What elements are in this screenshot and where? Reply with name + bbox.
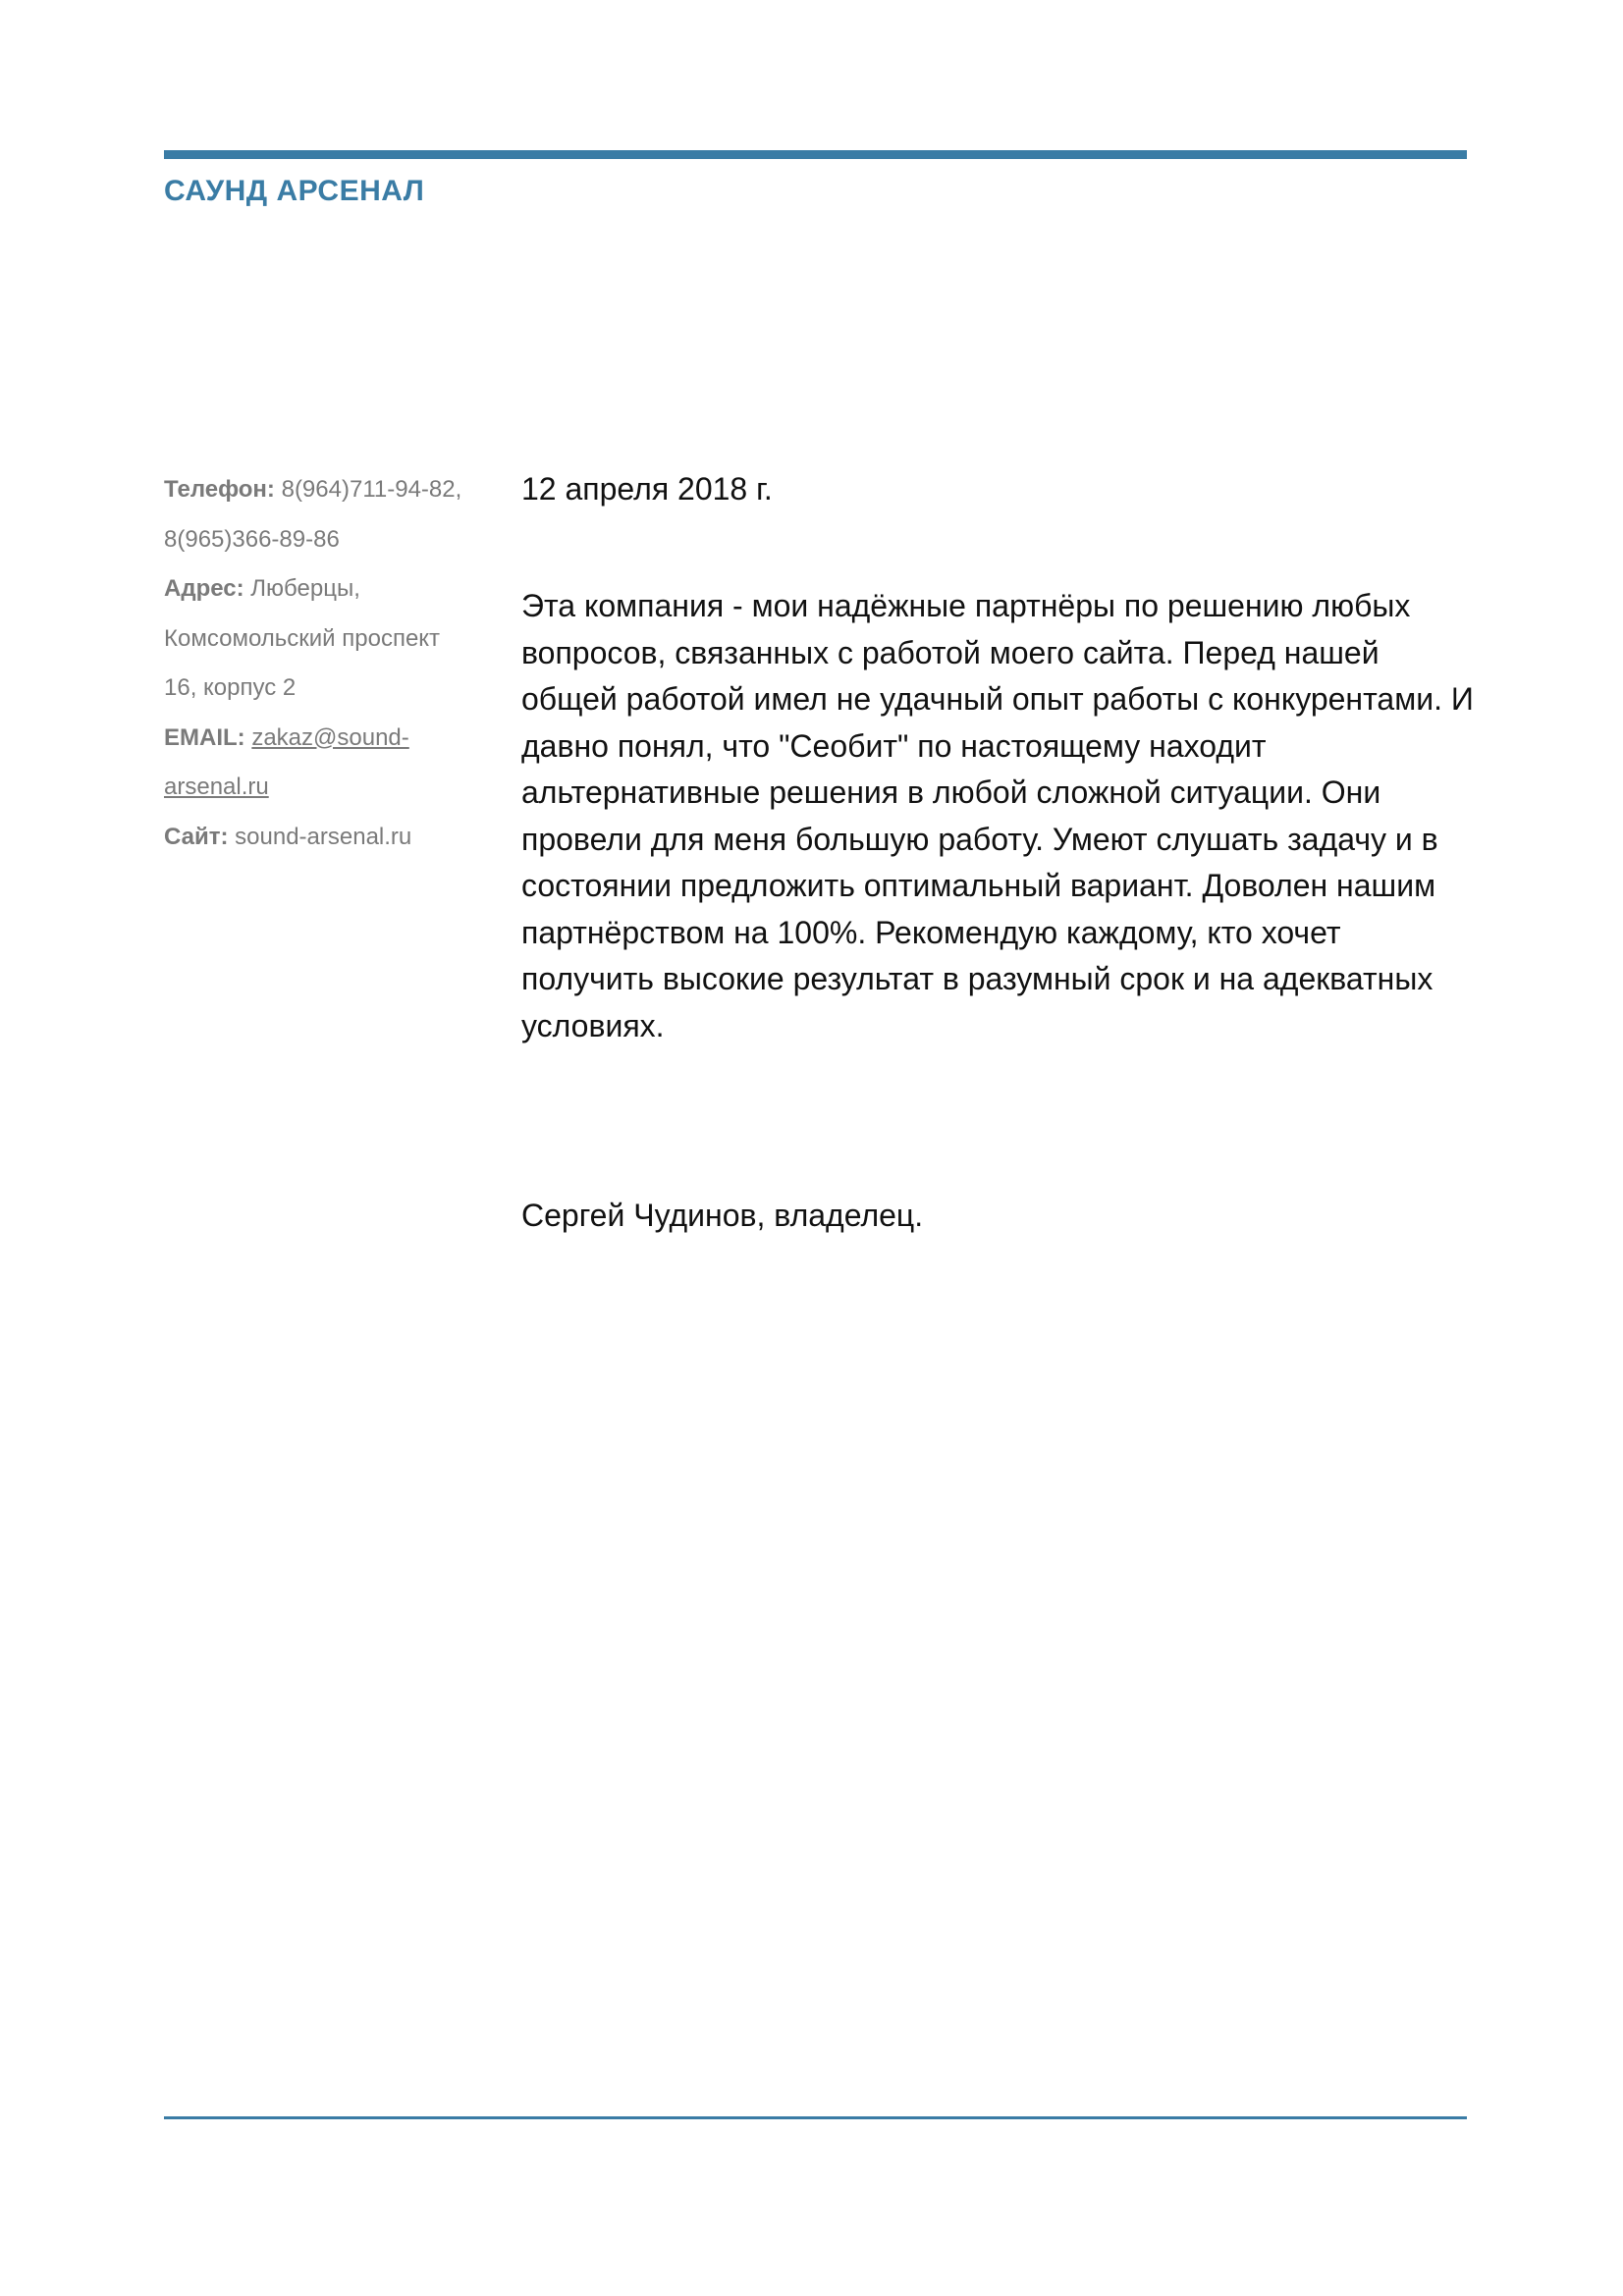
footer-rule [164,2116,1467,2119]
company-name: САУНД АРСЕНАЛ [164,175,425,207]
address-line-2: Комсомольский проспект [164,624,441,652]
site-value: sound-arsenal.ru [228,823,412,850]
address-label: Адрес: [164,575,244,602]
letter-signature: Сергей Чудинов, владелец. [521,1198,924,1233]
address-line-1 [164,564,488,614]
letter-date: 12 апреля 2018 г. [521,471,773,507]
phone-line-1 [164,465,488,515]
contact-sidebar [164,465,488,862]
email-link-part-2[interactable]: arsenal.ru [164,774,269,800]
site-label: Сайт: [164,823,229,850]
email-line-1 [164,714,488,764]
address-line-3: 16, корпус 2 [164,674,297,701]
email-line-2 [164,763,488,813]
email-link-part-1[interactable]: zakaz@sound- [251,723,409,751]
header-top-rule [164,150,1467,159]
address-value-1: Люберцы, [243,575,360,602]
phone-line-2: 8(965)366-89-86 [164,525,340,553]
site-line [164,813,488,863]
letter-main [521,465,1479,1049]
email-label: EMAIL: [164,723,245,751]
letter-body: Эта компания - мои надёжные партнёры по решению любых вопросов, связанных с работой моего сайта. Перед нашей общей работой имел не удачный опыт работы с конкурентами. И давно понял, что "Сеобит" по настоящему находит альтернативные решения в любой сложной ситуации. Они провели для меня большую работу. Умеют слушать задачу и в состоянии предложить оптимальный вариант. Доволен нашим партнёрством на 100%. Рекомендую каждому, кто хочет получить высокие результат в разумный срок и на адекватных условиях. [521,588,1474,1043]
phone-label: Телефон: [164,476,275,503]
phone-value-1: 8(964)711-94-82, [274,476,462,503]
